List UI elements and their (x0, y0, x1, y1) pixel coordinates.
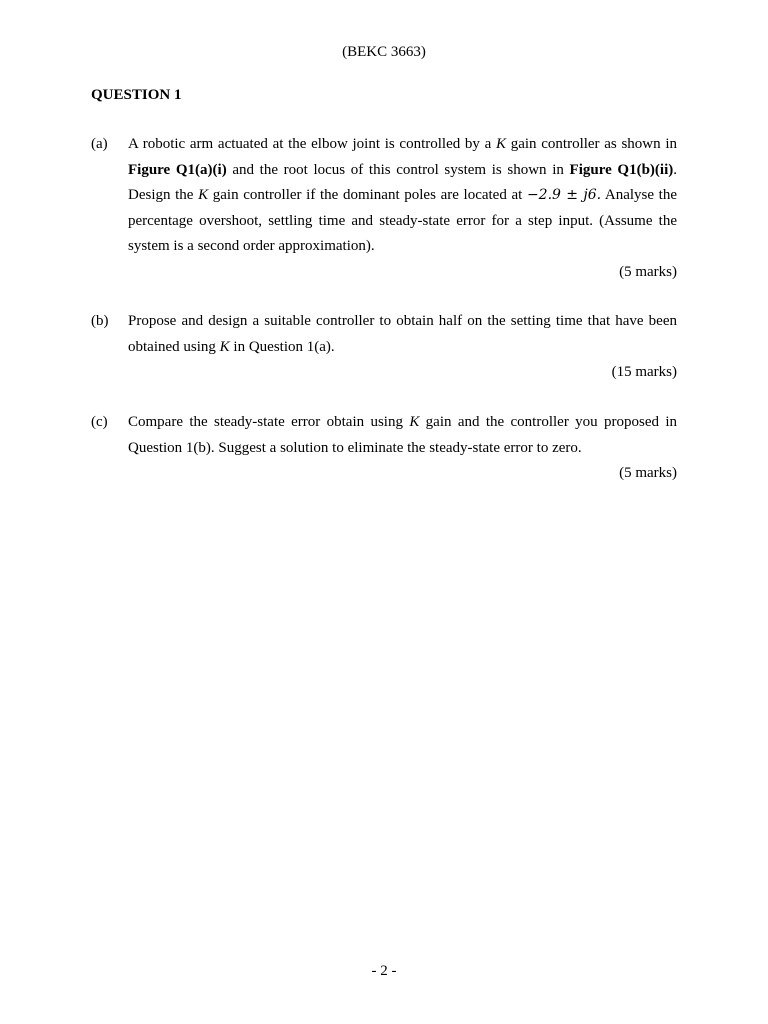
figure-reference: Figure Q1(a)(i) (128, 161, 227, 178)
text-segment: Compare the steady-state error obtain using (128, 414, 410, 430)
part-text (128, 309, 677, 360)
text-segment: Analyse the percentage overshoot, settling time and steady-state error for a step input. (Assume the system is a second order approximation). (128, 187, 677, 254)
gain-symbol: K (198, 187, 209, 203)
gain-symbol: K (219, 338, 230, 355)
text-segment: and the root locus of this control system is shown in (226, 161, 570, 178)
figure-reference: Figure Q1(b)(ii) (569, 161, 674, 178)
text-segment: in Question 1(a). (229, 338, 335, 355)
question-title: QUESTION 1 (91, 87, 182, 103)
part-text (128, 132, 677, 260)
question-part-c (91, 410, 677, 487)
marks-label: (5 marks) (619, 263, 677, 280)
marks-label: (5 marks) (619, 465, 677, 481)
part-label: (c) (91, 414, 108, 430)
page-number: - 2 - (371, 963, 397, 979)
text-segment: Propose and design a suitable controller to obtain half on the setting time that have been obtained using (128, 313, 677, 355)
text-segment: gain controller if the dominant poles are located at (208, 187, 527, 203)
text-segment: A robotic arm actuated at the elbow joint is controlled by a (128, 136, 496, 152)
gain-symbol: K (496, 136, 507, 152)
dominant-poles: −2.9 ± j6. (526, 187, 602, 203)
part-label: (b) (91, 313, 109, 329)
text-segment: gain and the controller you proposed in Question 1(b). Suggest a solution to eliminate the steady-state error to zero. (128, 414, 677, 456)
question-part-a (91, 132, 677, 285)
course-code-header: (BEKC 3663) (342, 44, 426, 60)
text-segment: gain controller as shown in (506, 136, 677, 152)
gain-symbol: K (409, 414, 420, 430)
marks-label: (15 marks) (611, 364, 677, 380)
part-text (128, 410, 677, 461)
part-label: (a) (91, 136, 108, 152)
text-segment: . Design the (128, 161, 677, 203)
question-part-b (91, 309, 677, 386)
